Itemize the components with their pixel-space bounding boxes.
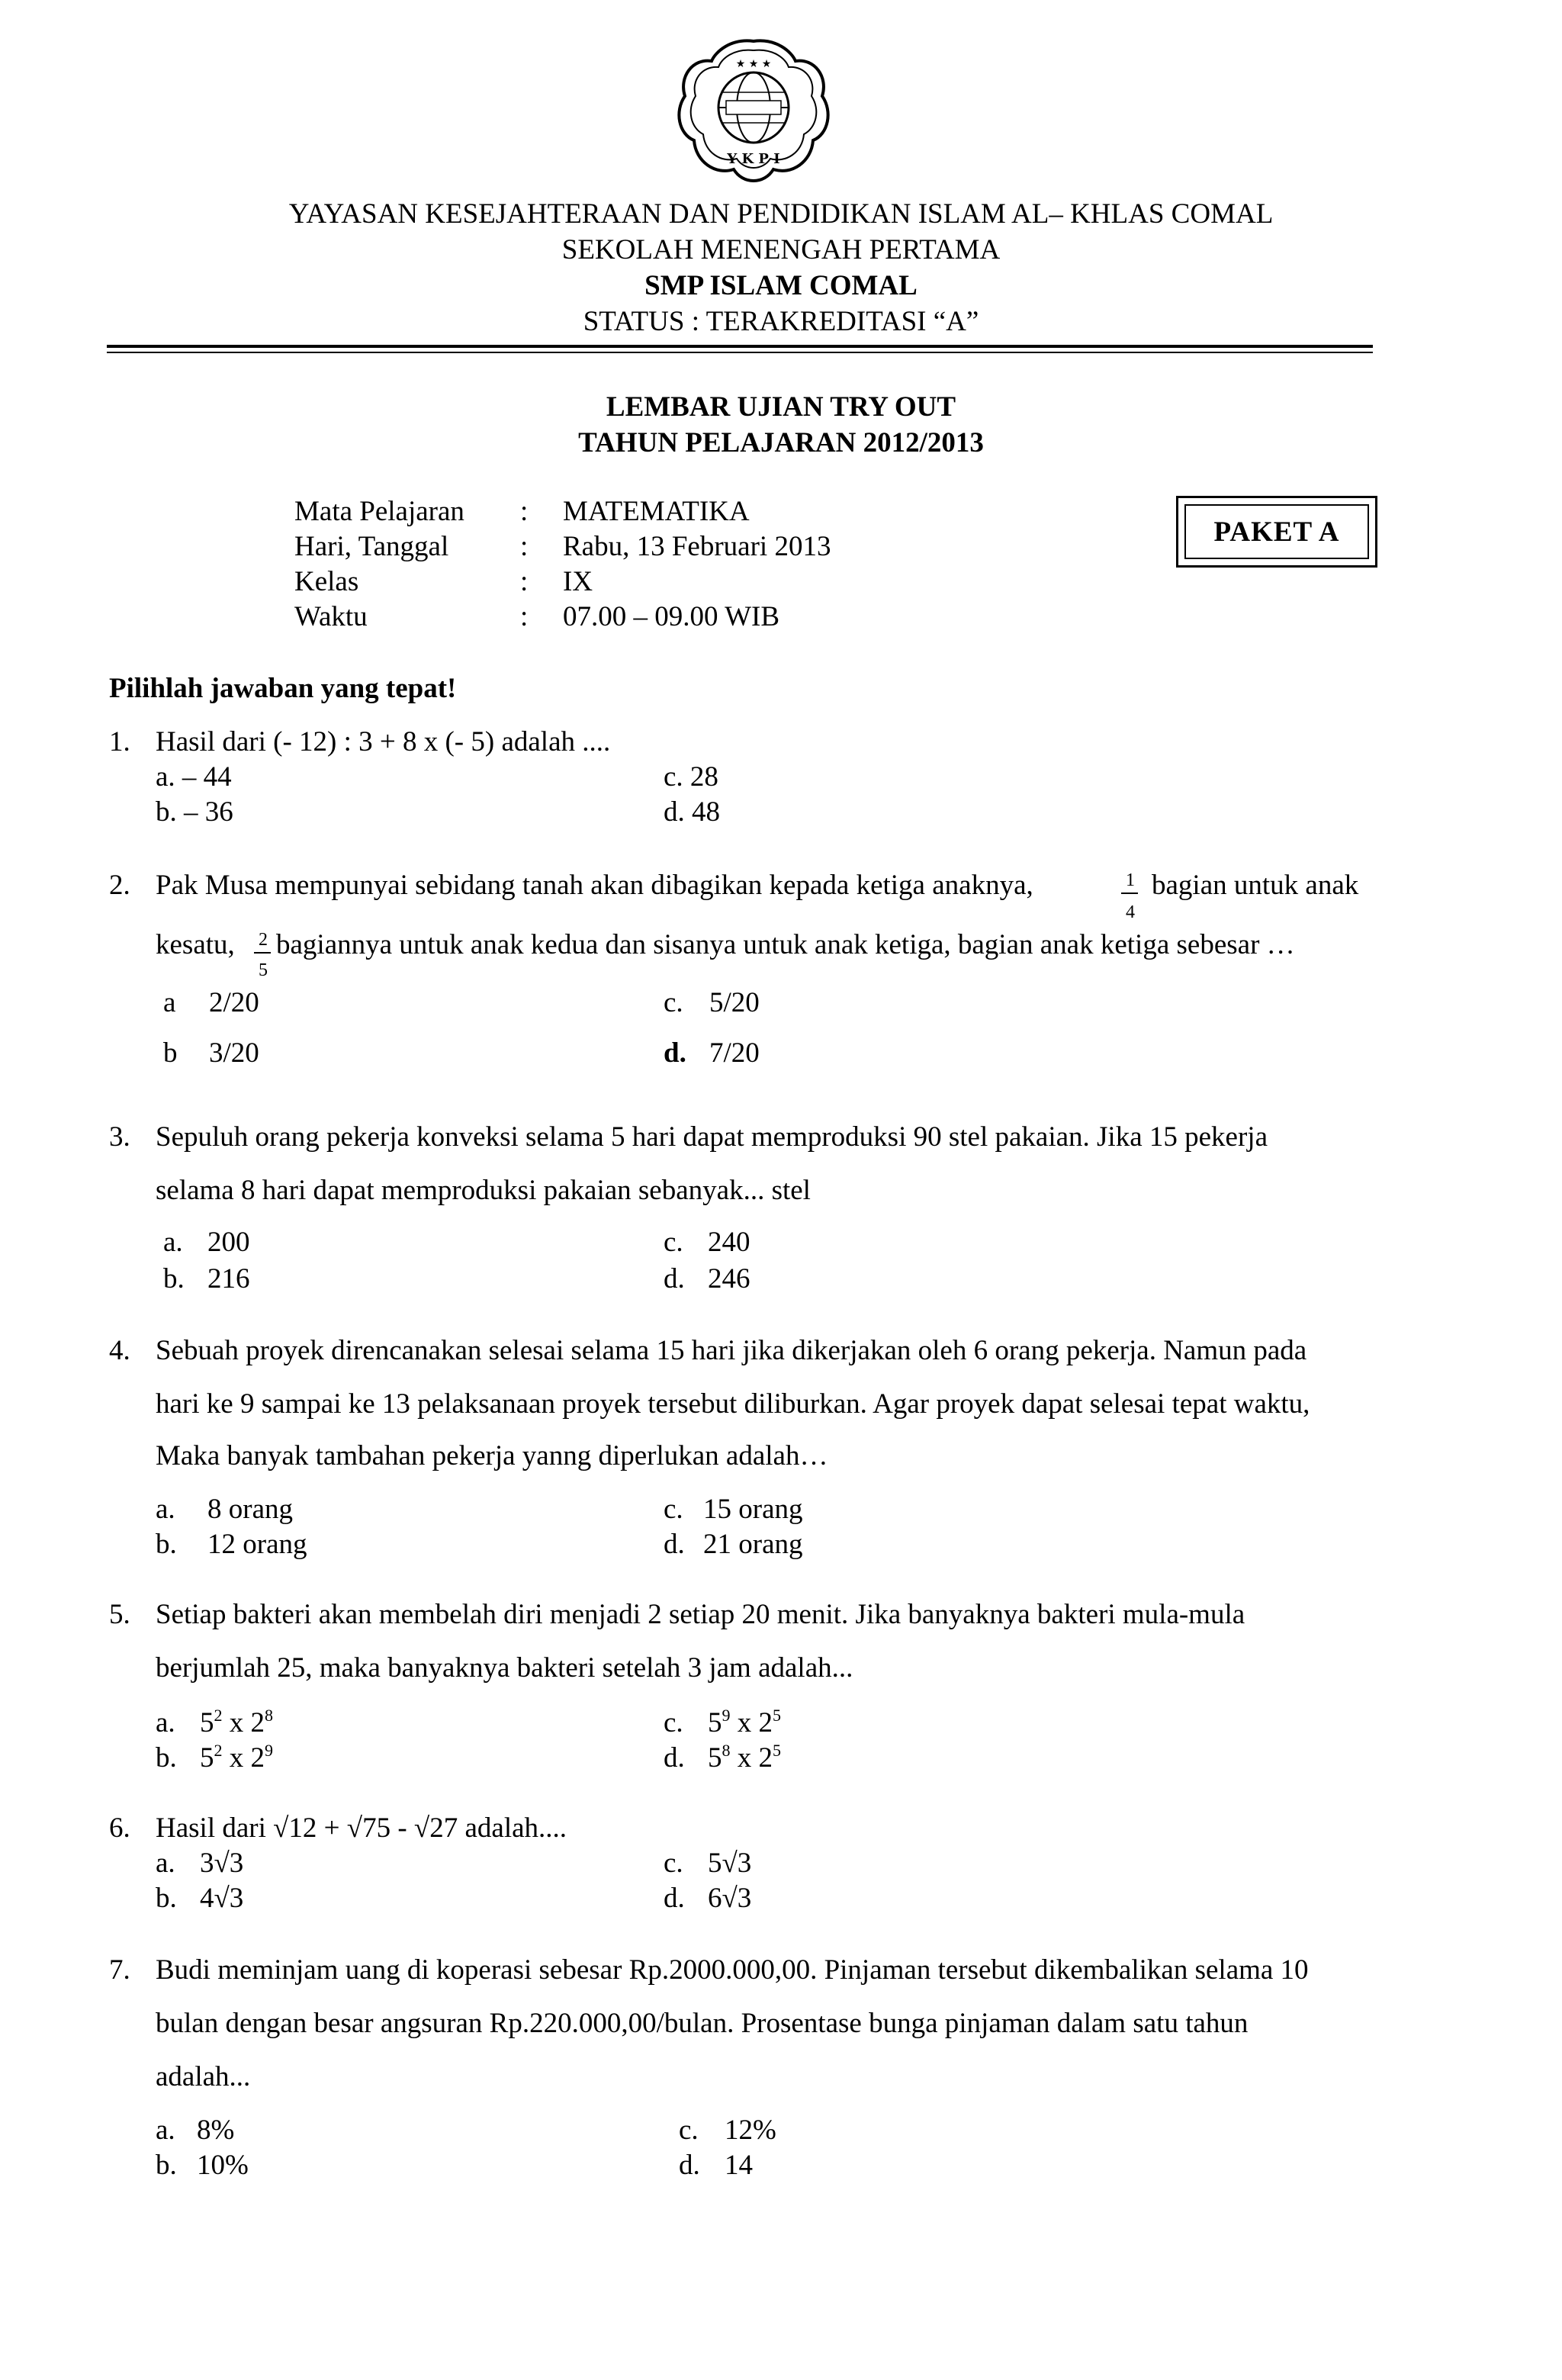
paket-label: PAKET A bbox=[1184, 504, 1369, 559]
option-b[interactable] bbox=[156, 2148, 249, 2183]
question-text: selama 8 hari dapat memproduksi pakaian sebanyak... stel bbox=[156, 1175, 811, 1206]
option-letter: a. bbox=[156, 2115, 175, 2146]
school-logo bbox=[670, 35, 837, 188]
option-c[interactable] bbox=[664, 1706, 781, 1744]
info-sep: : bbox=[520, 531, 529, 562]
option-letter: c. bbox=[664, 1494, 683, 1525]
fraction-denominator: 5 bbox=[259, 960, 268, 980]
question-text: Sebuah proyek direncanakan selesai selama 15 hari jika dikerjakan oleh 6 orang pekerja. Namun pada bbox=[156, 1335, 1307, 1366]
option-letter: d. bbox=[664, 1742, 685, 1774]
option-letter: d. bbox=[664, 1529, 685, 1560]
paket-box bbox=[1176, 496, 1377, 568]
info-sep: : bbox=[520, 496, 529, 527]
question-text: adalah... bbox=[156, 2061, 251, 2092]
option-d[interactable] bbox=[664, 1262, 750, 1297]
question-text: hari ke 9 sampai ke 13 pelaksanaan proyek tersebut diliburkan. Agar proyek dapat selesai tepat waktu, bbox=[156, 1388, 1310, 1420]
option-exponent: 2 bbox=[214, 1706, 223, 1725]
option-value: 3/20 bbox=[209, 1037, 259, 1069]
option-d[interactable]: d. 48 bbox=[664, 796, 720, 828]
option-a[interactable] bbox=[156, 1846, 243, 1881]
option-value: 8 orang bbox=[207, 1494, 293, 1525]
question-number: 1. bbox=[109, 726, 130, 757]
option-letter: d. bbox=[664, 1883, 685, 1914]
info-value: Rabu, 13 Februari 2013 bbox=[563, 531, 831, 562]
info-label: Hari, Tanggal bbox=[294, 531, 449, 562]
svg-text:★ ★ ★: ★ ★ ★ bbox=[735, 58, 772, 70]
info-value: IX bbox=[563, 566, 593, 597]
exam-title: LEMBAR UJIAN TRY OUT bbox=[606, 391, 956, 423]
fraction-numerator: 1 bbox=[1126, 870, 1135, 890]
option-a[interactable] bbox=[163, 1225, 250, 1260]
info-label: Mata Pelajaran bbox=[294, 496, 464, 527]
option-value: 6√3 bbox=[708, 1883, 752, 1914]
question-text: kesatu, bbox=[156, 929, 235, 960]
option-b[interactable] bbox=[163, 1036, 259, 1071]
question-text: Setiap bakteri akan membelah diri menjadi 2 setiap 20 menit. Jika banyaknya bakteri mula-mula bbox=[156, 1599, 1245, 1630]
option-value: 21 orang bbox=[703, 1529, 803, 1560]
option-a[interactable] bbox=[163, 986, 259, 1021]
option-a[interactable]: a. – 44 bbox=[156, 761, 232, 793]
fraction-bar bbox=[1121, 892, 1138, 894]
question-number: 3. bbox=[109, 1121, 130, 1153]
option-letter: c. bbox=[664, 1707, 683, 1738]
question-text: Hasil dari (- 12) : 3 + 8 x (- 5) adalah .... bbox=[156, 726, 611, 757]
option-letter: a. bbox=[156, 1494, 175, 1525]
option-value: 5/20 bbox=[709, 987, 760, 1018]
option-base: 5 bbox=[200, 1707, 214, 1738]
option-letter: d. bbox=[664, 1037, 686, 1069]
option-value: 200 bbox=[207, 1227, 250, 1258]
option-base: 5 bbox=[708, 1742, 722, 1774]
option-base: 5 bbox=[200, 1742, 214, 1774]
option-d[interactable] bbox=[664, 1741, 781, 1779]
fraction-denominator: 4 bbox=[1126, 902, 1135, 922]
option-letter: b. bbox=[156, 1529, 177, 1560]
info-value: MATEMATIKA bbox=[563, 496, 750, 527]
option-a[interactable] bbox=[156, 1492, 293, 1527]
option-letter: b. bbox=[163, 1263, 185, 1295]
option-value: 15 orang bbox=[703, 1494, 803, 1525]
option-letter: c. bbox=[679, 2115, 699, 2146]
fraction-bar bbox=[254, 952, 271, 954]
option-exponent: 9 bbox=[265, 1741, 273, 1760]
option-c[interactable] bbox=[679, 2113, 776, 2148]
header-divider-thin bbox=[107, 352, 1373, 353]
option-value: 4√3 bbox=[200, 1883, 244, 1914]
question-number: 4. bbox=[109, 1335, 130, 1366]
option-value: 12% bbox=[725, 2115, 776, 2146]
option-a[interactable] bbox=[156, 2113, 234, 2148]
option-c[interactable] bbox=[664, 986, 760, 1021]
option-letter: b. bbox=[156, 1883, 177, 1914]
question-number: 6. bbox=[109, 1812, 130, 1844]
option-base: 5 bbox=[708, 1707, 722, 1738]
option-value: 12 orang bbox=[207, 1529, 307, 1560]
option-letter: b. bbox=[156, 1742, 177, 1774]
option-letter: c. bbox=[664, 1848, 683, 1879]
option-value: 5√3 bbox=[708, 1848, 752, 1879]
option-value: 14 bbox=[725, 2150, 753, 2181]
school-level: SEKOLAH MENENGAH PERTAMA bbox=[561, 234, 1001, 265]
option-b[interactable] bbox=[163, 1262, 250, 1297]
foundation-name: YAYASAN KESEJAHTERAAN DAN PENDIDIKAN ISLAM AL– KHLAS COMAL bbox=[288, 198, 1274, 230]
option-d[interactable] bbox=[664, 1036, 760, 1071]
question-text: bagiannya untuk anak kedua dan sisanya untuk anak ketiga, bagian anak ketiga sebesar … bbox=[276, 929, 1295, 960]
option-b[interactable] bbox=[156, 1741, 273, 1779]
question-text: Maka banyak tambahan pekerja yanng diperlukan adalah… bbox=[156, 1440, 828, 1471]
option-exponent: 8 bbox=[265, 1706, 273, 1725]
option-d[interactable] bbox=[664, 1527, 803, 1562]
option-b[interactable] bbox=[156, 1881, 243, 1916]
option-d[interactable] bbox=[679, 2148, 753, 2183]
option-d[interactable] bbox=[664, 1881, 751, 1916]
option-exponent: 5 bbox=[773, 1706, 781, 1725]
option-c[interactable] bbox=[664, 1492, 803, 1527]
option-value: 240 bbox=[708, 1227, 750, 1258]
question-text: Pak Musa mempunyai sebidang tanah akan dibagikan kepada ketiga anaknya, bbox=[156, 870, 1033, 901]
info-label: Kelas bbox=[294, 566, 359, 597]
option-base: x 2 bbox=[222, 1707, 265, 1738]
question-text: Sepuluh orang pekerja konveksi selama 5 hari dapat memproduksi 90 stel pakaian. Jika 15 pekerja bbox=[156, 1121, 1268, 1153]
question-text: Hasil dari √12 + √75 - √27 adalah.... bbox=[156, 1812, 567, 1844]
question-text: bagian untuk anak bbox=[1152, 870, 1359, 901]
option-letter: c. bbox=[664, 1227, 683, 1258]
option-letter: b bbox=[163, 1037, 178, 1069]
question-number: 7. bbox=[109, 1954, 130, 1986]
question-text: Budi meminjam uang di koperasi sebesar Rp.2000.000,00. Pinjaman tersebut dikembalikan selama 10 bbox=[156, 1954, 1309, 1986]
option-letter: d. bbox=[664, 1263, 685, 1295]
option-c[interactable] bbox=[664, 1846, 751, 1881]
option-exponent: 8 bbox=[722, 1741, 731, 1760]
logo-abbr: Y K P I bbox=[727, 151, 780, 167]
option-value: 10% bbox=[197, 2150, 249, 2181]
option-value: 3√3 bbox=[200, 1848, 244, 1879]
option-exponent: 2 bbox=[214, 1741, 223, 1760]
school-name: SMP ISLAM COMAL bbox=[644, 270, 918, 301]
question-number: 5. bbox=[109, 1599, 130, 1630]
option-letter: c. bbox=[664, 987, 683, 1018]
option-letter: a bbox=[163, 987, 176, 1018]
option-letter: a. bbox=[156, 1707, 175, 1738]
option-b[interactable] bbox=[156, 1527, 307, 1562]
option-base: x 2 bbox=[222, 1742, 265, 1774]
option-value: 7/20 bbox=[709, 1037, 760, 1069]
option-c[interactable] bbox=[664, 1225, 750, 1260]
option-base: x 2 bbox=[730, 1742, 773, 1774]
option-letter: a. bbox=[156, 1848, 175, 1879]
option-value: 8% bbox=[197, 2115, 235, 2146]
question-text: berjumlah 25, maka banyaknya bakteri setelah 3 jam adalah... bbox=[156, 1652, 853, 1684]
option-letter: a. bbox=[163, 1227, 183, 1258]
info-value: 07.00 – 09.00 WIB bbox=[563, 601, 780, 632]
option-letter: b. bbox=[156, 2150, 177, 2181]
accreditation-status: STATUS : TERAKREDITASI “A” bbox=[583, 306, 979, 337]
instruction: Pilihlah jawaban yang tepat! bbox=[109, 673, 457, 704]
info-sep: : bbox=[520, 601, 529, 632]
exam-year: TAHUN PELAJARAN 2012/2013 bbox=[578, 427, 984, 458]
option-a[interactable] bbox=[156, 1706, 273, 1744]
option-value: 216 bbox=[207, 1263, 250, 1295]
info-sep: : bbox=[520, 566, 529, 597]
info-label: Waktu bbox=[294, 601, 368, 632]
option-value: 246 bbox=[708, 1263, 750, 1295]
option-b[interactable]: b. – 36 bbox=[156, 796, 233, 828]
option-exponent: 9 bbox=[722, 1706, 731, 1725]
option-base: x 2 bbox=[730, 1707, 773, 1738]
option-exponent: 5 bbox=[773, 1741, 781, 1760]
option-letter: d. bbox=[679, 2150, 700, 2181]
question-text: bulan dengan besar angsuran Rp.220.000,00/bulan. Prosentase bunga pinjaman dalam satu tahun bbox=[156, 2008, 1249, 2039]
option-c[interactable]: c. 28 bbox=[664, 761, 718, 793]
fraction-numerator: 2 bbox=[259, 930, 268, 950]
header-divider-thick bbox=[107, 345, 1373, 348]
option-value: 2/20 bbox=[209, 987, 259, 1018]
question-number: 2. bbox=[109, 870, 130, 901]
